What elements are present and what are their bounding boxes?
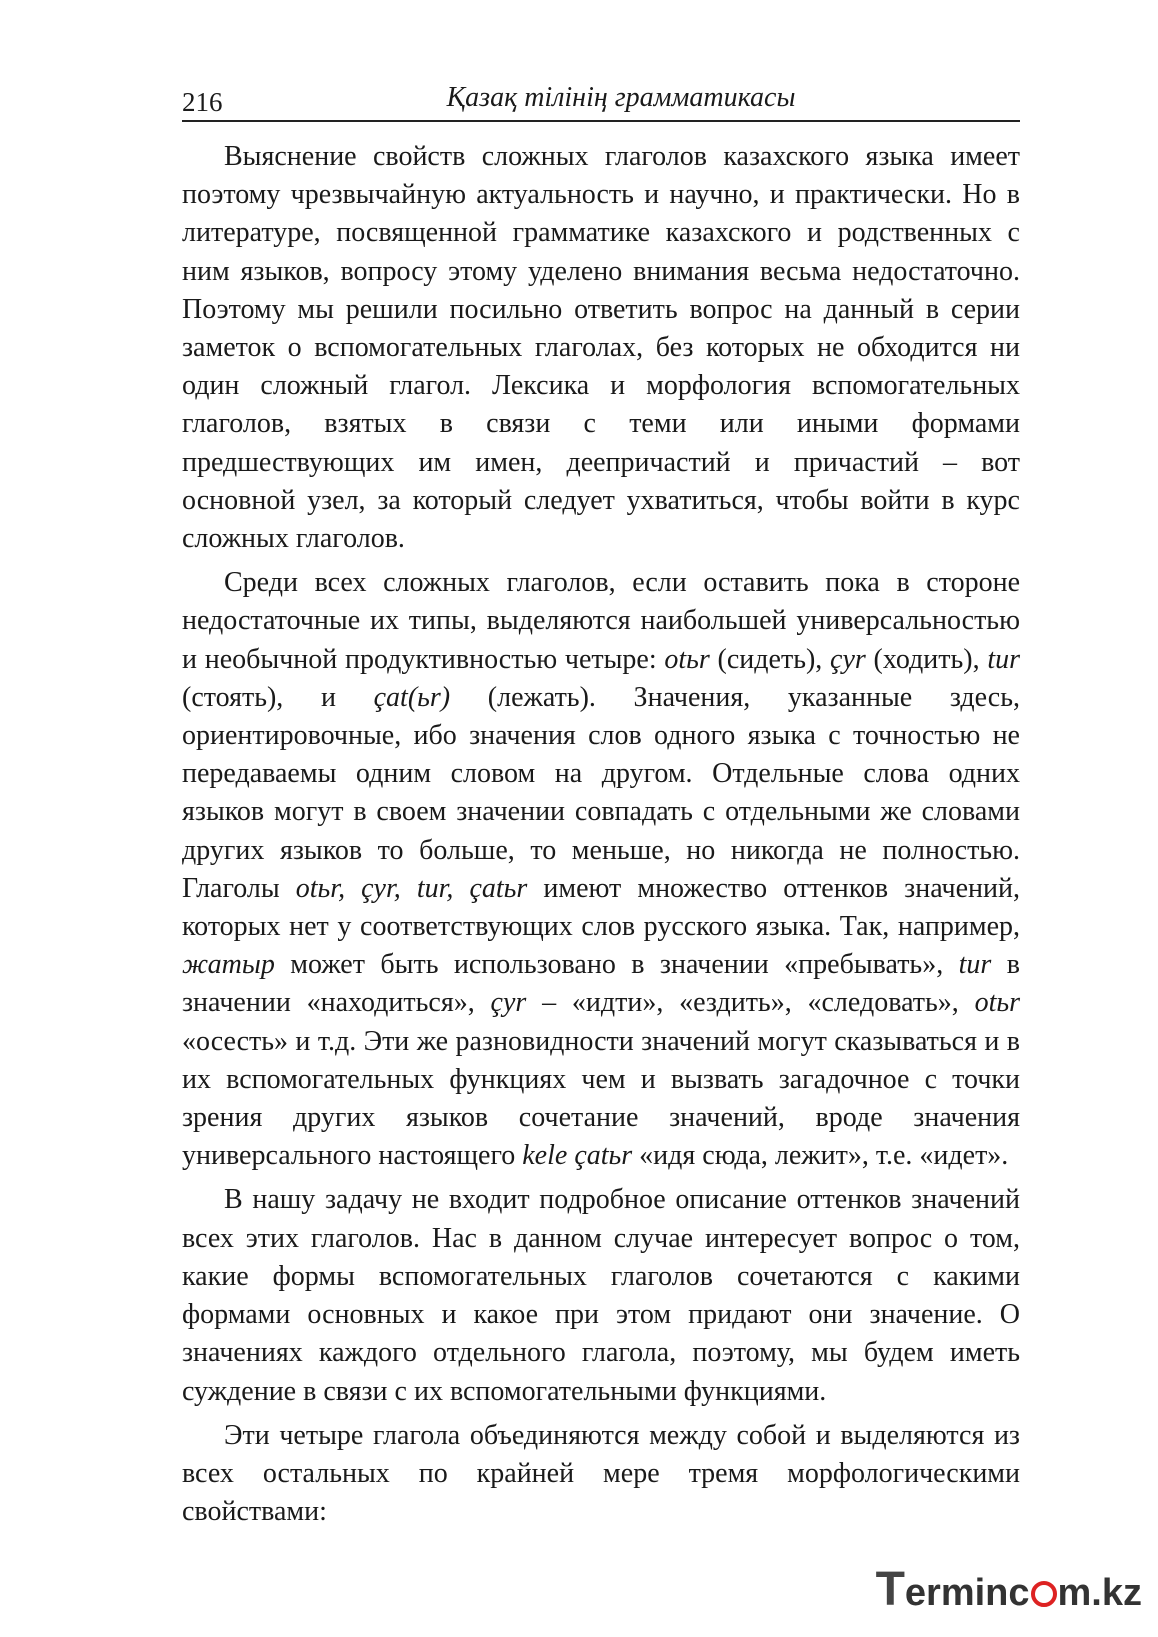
italic-term: otьr, çyr, tur, çatьr xyxy=(295,872,528,904)
termincom-watermark-logo xyxy=(876,1562,1142,1617)
italic-term: жатыр xyxy=(182,949,275,981)
body-text xyxy=(182,138,1020,1537)
text-segment: имеют множество оттенков значений, которых нет у соответствующих слов русского языка. Так, например, xyxy=(182,872,1020,943)
text-segment: может быть использовано в значении «пребывать», xyxy=(274,949,959,981)
watermark-o-ring-icon xyxy=(1031,1581,1057,1607)
italic-term: otьr xyxy=(974,987,1020,1019)
text-segment: «идя сюда, лежит», т.е. «идет». xyxy=(632,1140,1009,1172)
paragraph-1 xyxy=(182,138,1020,558)
italic-term: kele çatьr xyxy=(522,1140,633,1172)
page-header xyxy=(182,80,1020,122)
text-segment: (стоять), и xyxy=(182,681,374,713)
text-segment: (ходить), xyxy=(865,643,988,675)
text-segment: «осесть» и т.д. Эти же разновидности значений могут сказываться и в их вспомогательных функциях чем и вызвать загадочное с точки зрения других языков сочетание значений, вроде значения универсального настоящего xyxy=(182,1025,1020,1172)
paragraph-4 xyxy=(182,1417,1020,1532)
watermark-t-letter: T xyxy=(875,1563,905,1616)
paragraph-3 xyxy=(182,1181,1020,1410)
paragraph-2 xyxy=(182,564,1020,1175)
italic-term: tur xyxy=(958,949,992,981)
text-segment: Среди всех сложных глаголов, если оставить пока в стороне недостаточные их типы, выделяются наибольшей универсальностью и необычной продуктивностью четыре: xyxy=(182,567,1020,675)
text-segment: – «идти», «ездить», «следовать», xyxy=(526,987,975,1019)
watermark-text-1: erminc xyxy=(904,1572,1030,1614)
watermark-text-2: m.kz xyxy=(1057,1572,1142,1614)
text-segment: в значении «находиться», xyxy=(182,949,1020,1019)
italic-term: tur xyxy=(987,643,1020,675)
text-segment: Выяснение свойств сложных глаголов казахского языка имеет поэтому чрезвычайную актуальность и научно, и практически. Но в литературе, посвященной грамматике казахского и родственных с ним языков, вопросу этому уделено внимания весьма недостаточно. Поэтому мы решили посильно ответить вопрос на данный в серии заметок о вспомогательных глаголах, без которых не обходится ни один сложный глагол. Лексика и морфология вспомогательных глаголов, взятых в связи с теми или иными формами предшествующих им имен, деепричастий и причастий – вот основной узел, за который следует ухватиться, чтобы войти в курс сложных глаголов. xyxy=(182,141,1020,555)
italic-term: çat(ьr) xyxy=(373,681,451,713)
italic-term: çyr xyxy=(490,987,527,1019)
text-segment: Эти четыре глагола объединяются между собой и выделяются из всех остальных по крайней мере тремя морфологическими свойствами: xyxy=(182,1419,1020,1528)
running-title: Қазақ тілінің грамматикасы xyxy=(446,82,796,113)
text-segment: (сидеть), xyxy=(709,643,831,675)
italic-term: çyr xyxy=(830,643,866,675)
italic-term: otьr xyxy=(664,643,710,675)
text-segment: (лежать). Значения, указанные здесь, ориентировочные, ибо значения слов одного языка с точностью не передаваемы одним словом на другом. Отдельные слова одних языков могут в своем значении совпадать с отдельными же словами других языков то больше, то меньше, но никогда не полностью. Глаголы xyxy=(182,681,1020,904)
page-number: 216 xyxy=(182,87,223,117)
text-segment: В нашу задачу не входит подробное описание оттенков значений всех этих глаголов. Нас в данном случае интересует вопрос о том, какие формы вспомогательных глаголов сочетаются с какими формами основных и какое при этом придают они значение. О значениях каждого отдельного глагола, поэтому, мы будем иметь суждение в связи с их вспомогательными функциями. xyxy=(182,1184,1020,1407)
